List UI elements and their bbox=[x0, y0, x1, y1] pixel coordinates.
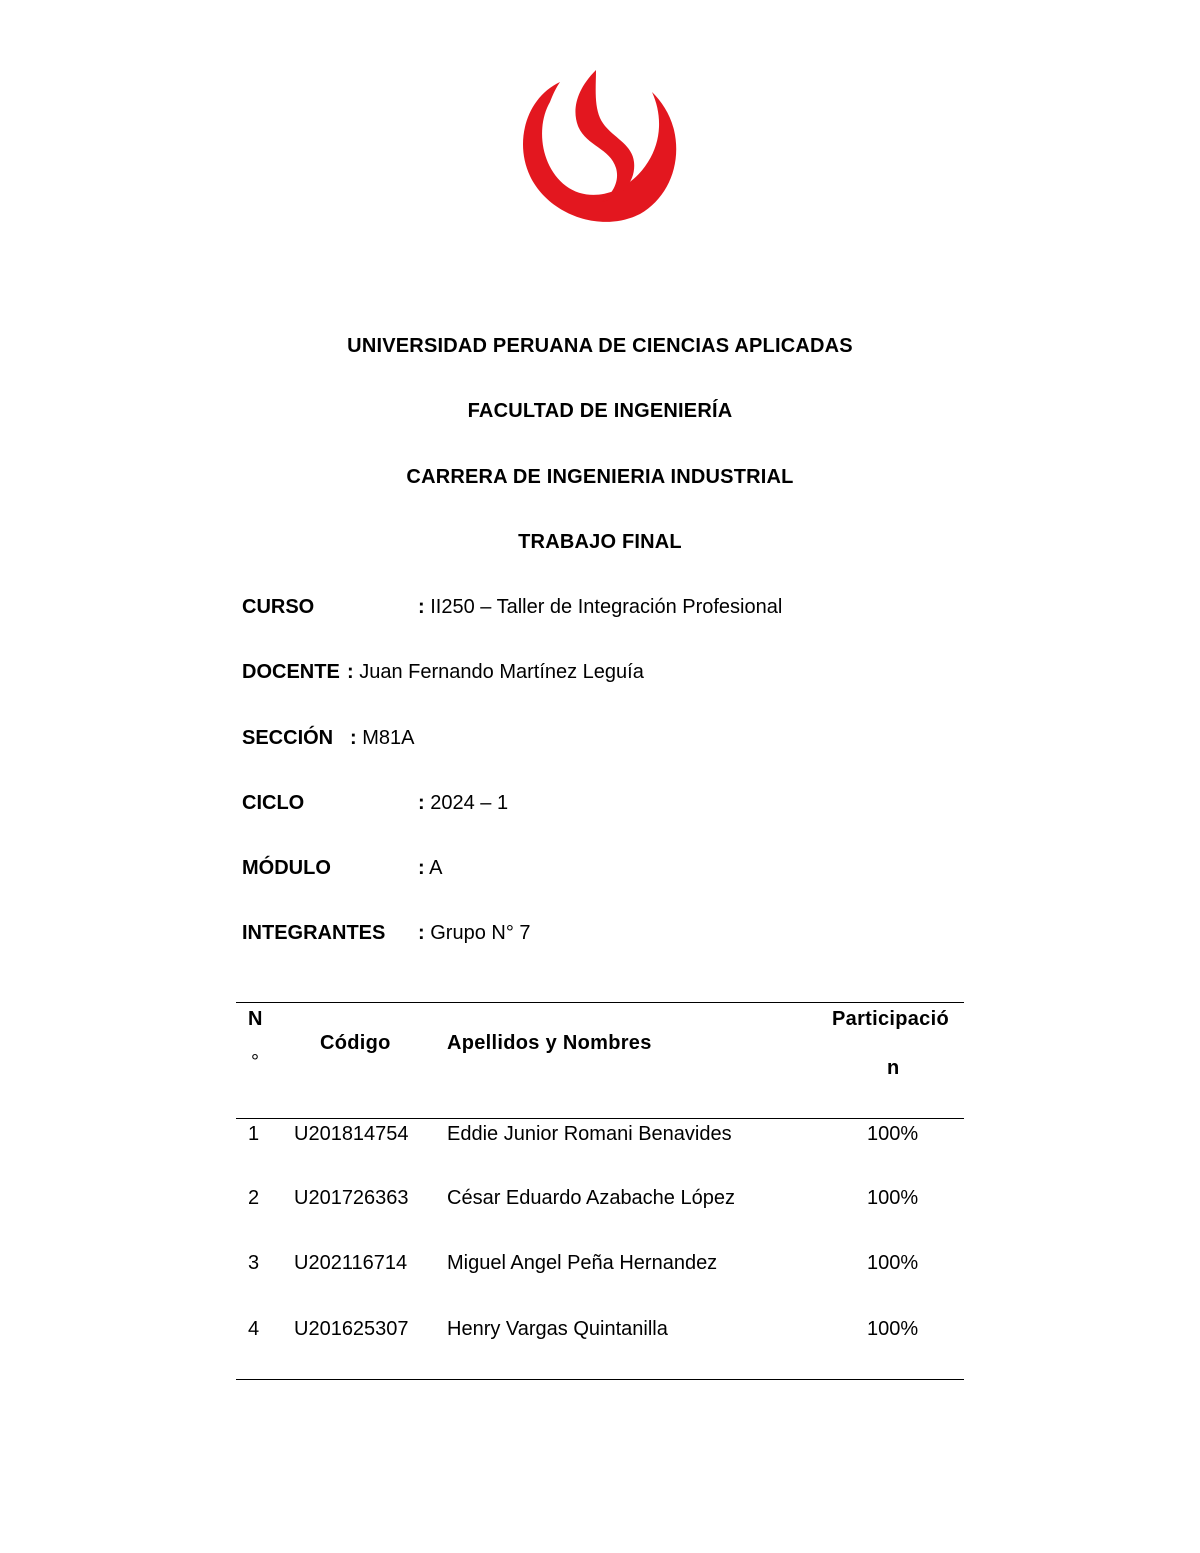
modulo-label: MÓDULO bbox=[242, 857, 331, 879]
row-4-number: 4 bbox=[248, 1318, 260, 1340]
row-1-number: 1 bbox=[248, 1123, 260, 1145]
row-4-code: U201625307 bbox=[294, 1318, 409, 1340]
ciclo-value bbox=[418, 791, 508, 815]
row-3-name: Miguel Angel Peña Hernandez bbox=[447, 1252, 718, 1274]
seccion-label: SECCIÓN bbox=[242, 727, 334, 749]
row-2-name: César Eduardo Azabache López bbox=[447, 1187, 735, 1209]
seccion-colon: : bbox=[350, 727, 357, 749]
faculty-name: FACULTAD DE INGENIERÍA bbox=[467, 400, 733, 422]
seccion-text: M81A bbox=[356, 727, 415, 749]
modulo-value bbox=[418, 856, 442, 880]
members-table bbox=[236, 1002, 964, 1382]
row-3-number: 3 bbox=[248, 1252, 260, 1274]
integrantes-text: Grupo N° 7 bbox=[424, 922, 531, 944]
logo-flame bbox=[575, 70, 634, 202]
logo-ring bbox=[523, 82, 676, 222]
table-header-rule bbox=[236, 1118, 964, 1119]
header-number-n: N bbox=[248, 1008, 263, 1030]
ciclo-label: CICLO bbox=[242, 792, 305, 814]
docente-colon: : bbox=[347, 661, 354, 683]
row-2-participation: 100% bbox=[867, 1187, 919, 1209]
modulo-colon: : bbox=[418, 857, 425, 879]
table-top-rule bbox=[236, 1002, 964, 1003]
row-4-participation: 100% bbox=[867, 1318, 919, 1340]
curso-label: CURSO bbox=[242, 596, 315, 618]
row-1-participation: 100% bbox=[867, 1123, 919, 1145]
integrantes-colon: : bbox=[418, 922, 425, 944]
seccion-value bbox=[350, 726, 414, 750]
university-name: UNIVERSIDAD PERUANA DE CIENCIAS APLICADAS bbox=[347, 335, 853, 357]
curso-text: II250 – Taller de Integración Profesional bbox=[424, 596, 783, 618]
docente-label: DOCENTE bbox=[242, 661, 340, 683]
header-participation: Participació bbox=[832, 1008, 949, 1030]
row-2-code: U201726363 bbox=[294, 1187, 409, 1209]
table-bottom-rule bbox=[236, 1379, 964, 1380]
docente-text: Juan Fernando Martínez Leguía bbox=[353, 661, 644, 683]
row-3-code: U202116714 bbox=[294, 1252, 408, 1274]
header-name: Apellidos y Nombres bbox=[447, 1032, 652, 1054]
integrantes-label: INTEGRANTES bbox=[242, 922, 386, 944]
header-participation-cont: n bbox=[887, 1057, 900, 1079]
row-4-name: Henry Vargas Quintanilla bbox=[447, 1318, 668, 1340]
document-title: TRABAJO FINAL bbox=[518, 531, 682, 553]
ciclo-colon: : bbox=[418, 792, 425, 814]
row-1-code: U201814754 bbox=[294, 1123, 409, 1145]
integrantes-value bbox=[418, 921, 531, 945]
curso-colon: : bbox=[418, 596, 425, 618]
modulo-text: A bbox=[424, 857, 443, 879]
career-name: CARRERA DE INGENIERIA INDUSTRIAL bbox=[406, 466, 794, 488]
docente-value bbox=[347, 660, 644, 684]
row-3-participation: 100% bbox=[867, 1252, 919, 1274]
row-1-name: Eddie Junior Romani Benavides bbox=[447, 1123, 732, 1145]
header-code: Código bbox=[320, 1032, 391, 1054]
curso-value bbox=[418, 595, 782, 619]
ciclo-text: 2024 – 1 bbox=[424, 792, 509, 814]
row-2-number: 2 bbox=[248, 1187, 260, 1209]
header-number-degree: ° bbox=[251, 1051, 260, 1073]
university-logo bbox=[520, 70, 678, 226]
